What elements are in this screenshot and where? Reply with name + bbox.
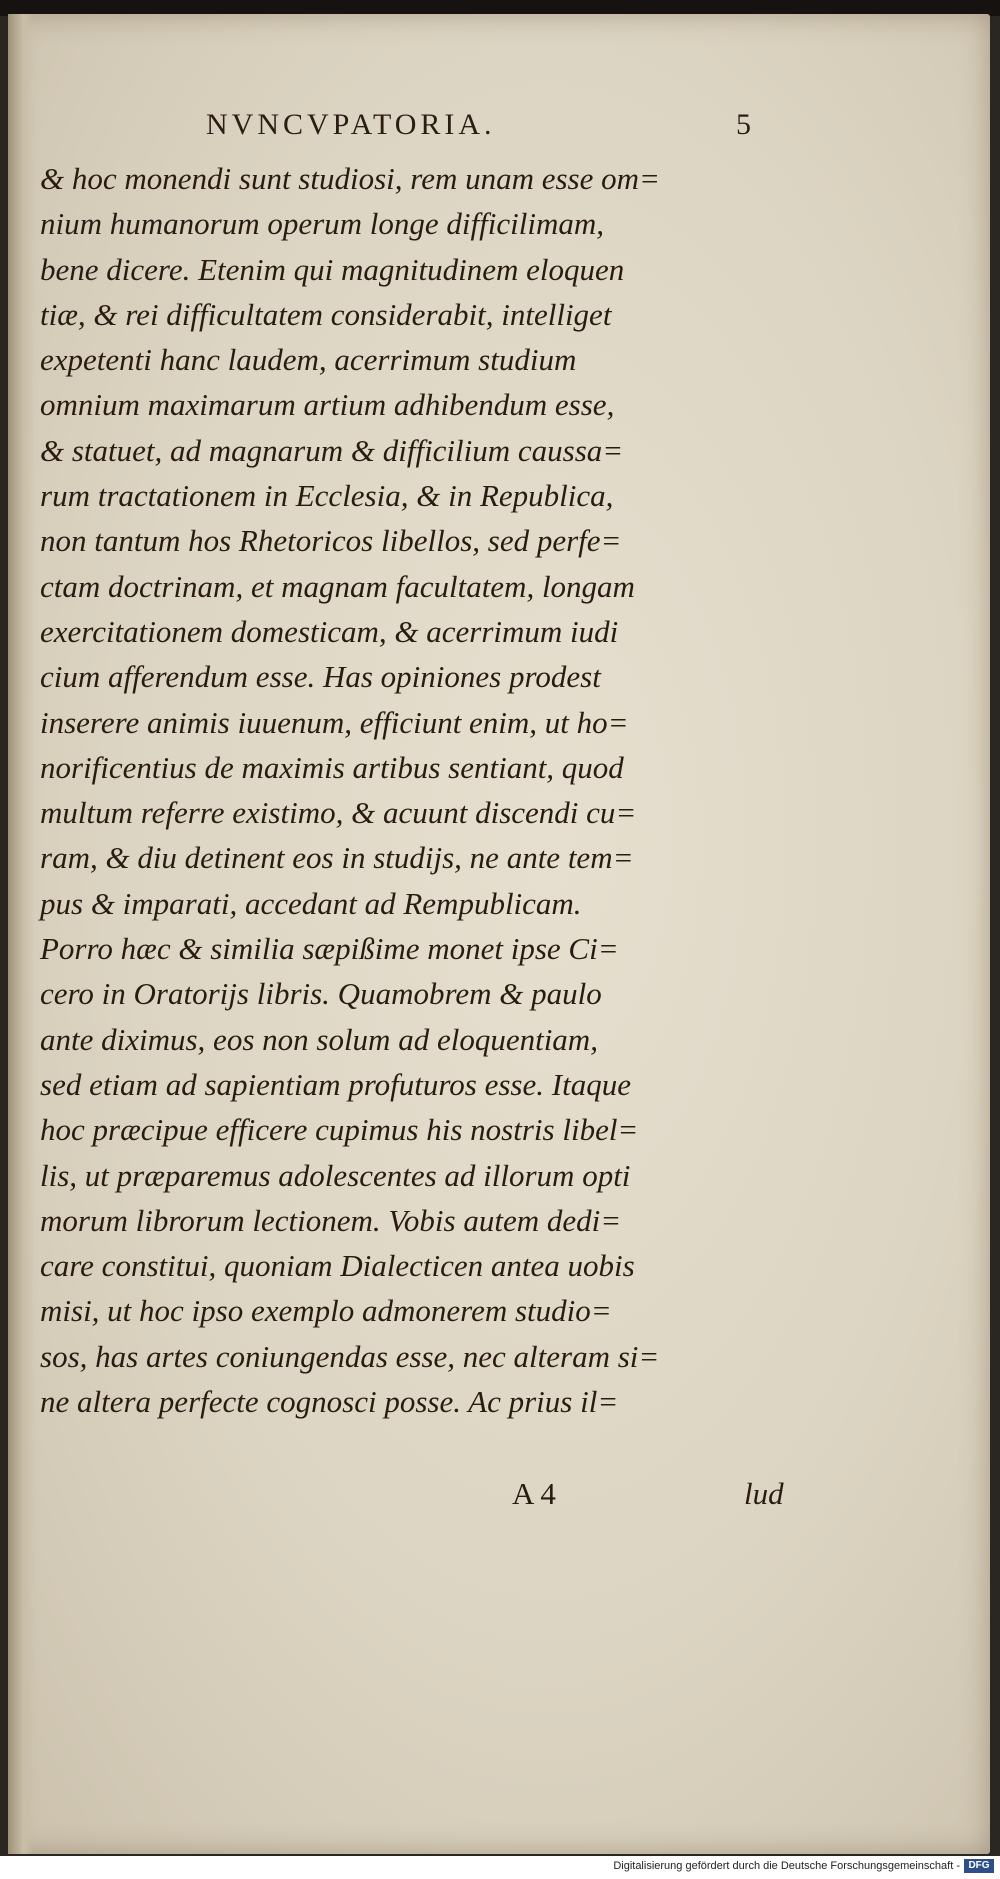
digitization-credit: Digitalisierung gefördert durch die Deutsche Forschungsgemeinschaft - [613,1860,960,1872]
text-line: Porro hæc & similia sæpißime monet ipse Ci= [40,931,619,967]
text-line: cium afferendum esse. Has opiniones prodest [40,659,601,695]
text-line: care constitui, quoniam Dialecticen antea uobis [40,1248,635,1284]
text-line: rum tractationem in Ecclesia, & in Republica, [40,478,614,514]
text-line: non tantum hos Rhetoricos libellos, sed perfe= [40,523,622,559]
signature-mark: A 4 [512,1476,556,1511]
text-line: tiæ, & rei difficultatem considerabit, intelliget [40,296,612,332]
text-line: inserere animis iuuenum, efficiunt enim, ut ho= [40,704,629,740]
page-gutter [8,14,34,1854]
text-line: hoc præcipue efficere cupimus his nostris libel= [40,1112,639,1148]
text-line: ante diximus, eos non solum ad eloquentiam, [40,1021,598,1057]
text-line: bene dicere. Etenim qui magnitudinem eloquen [40,251,625,287]
body-text [40,156,780,1424]
text-line: & hoc monendi sunt studiosi, rem unam esse om= [40,161,660,196]
text-line: exercitationem domesticam, & acerrimum iudi [40,613,619,649]
catchword: lud [744,1476,784,1511]
text-line: ne altera perfecte cognosci posse. Ac prius il= [40,1384,619,1420]
text-line: nium humanorum operum longe difficilimam, [40,206,604,242]
text-line: multum referre existimo, & acuunt discendi cu= [40,795,637,831]
text-line: & statuet, ad magnarum & difficilium caussa= [40,432,624,468]
text-line: ctam doctrinam, et magnam facultatem, longam [40,568,635,604]
running-header: NVNCVPATORIA. [206,108,496,141]
text-line: pus & imparati, accedant ad Rempublicam. [40,885,582,921]
dfg-logo: DFG [964,1859,994,1873]
text-line: omnium maximarum artium adhibendum esse, [40,387,615,423]
text-line: lis, ut præparemus adolescentes ad illorum opti [40,1157,631,1193]
text-line: norificentius de maximis artibus sentiant, quod [40,749,624,785]
text-line: expetenti hanc laudem, acerrimum studium [40,342,577,378]
page-number: 5 [736,108,751,141]
text-line: morum librorum lectionem. Vobis autem dedi= [40,1202,622,1238]
text-line: ram, & diu detinent eos in studijs, ne ante tem= [40,840,634,876]
text-line: sos, has artes coniungendas esse, nec alteram si= [40,1338,660,1374]
text-line: cero in Oratorijs libris. Quamobrem & paulo [40,976,602,1012]
text-line: sed etiam ad sapientiam profuturos esse. Itaque [40,1066,631,1102]
text-line: misi, ut hoc ipso exemplo admonerem studio= [40,1293,612,1329]
